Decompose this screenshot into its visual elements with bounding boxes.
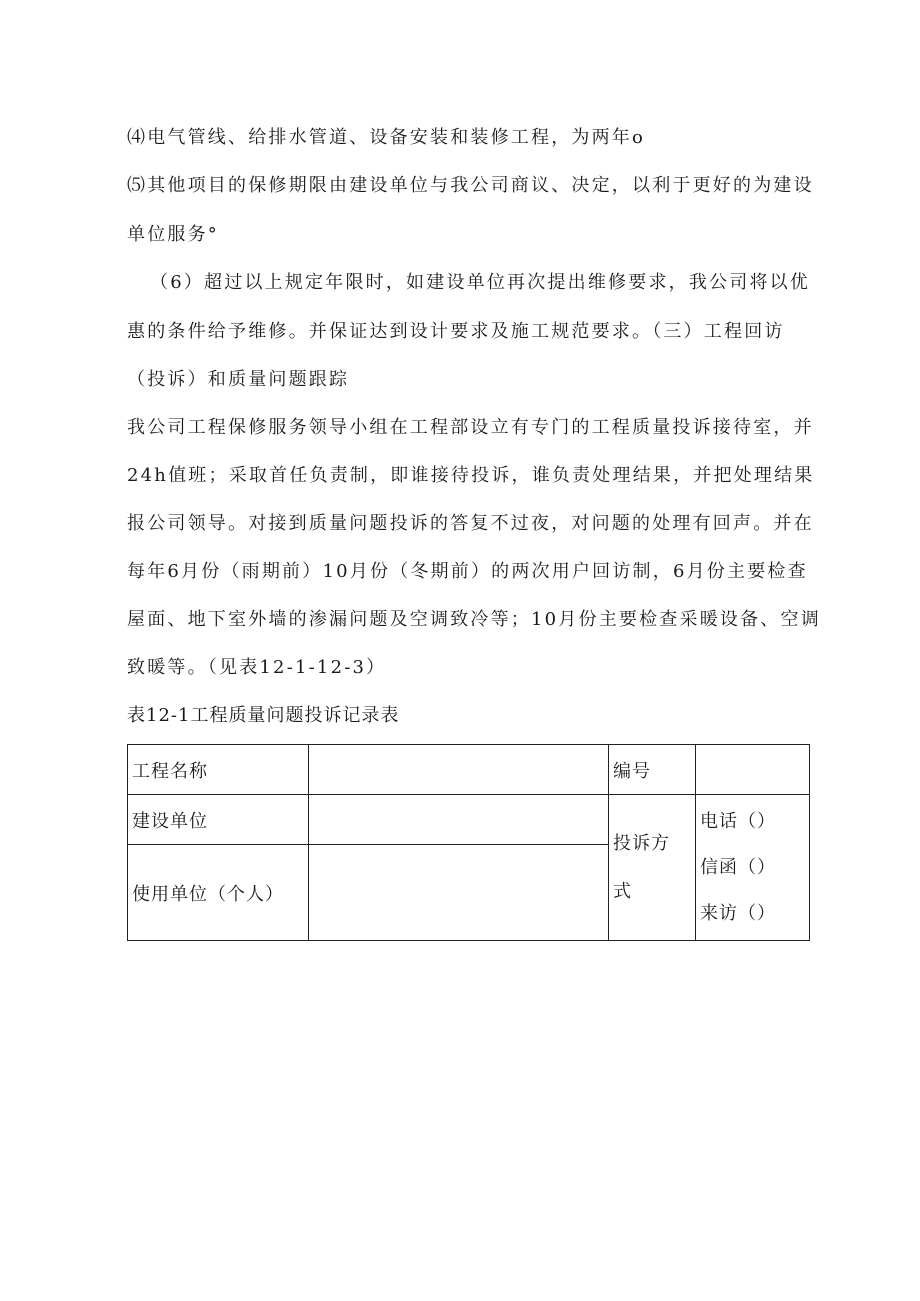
- complaint-method-label-line2: 式: [613, 880, 632, 902]
- method-phone: 电话（）: [700, 810, 776, 832]
- number-label: 编号: [609, 745, 696, 795]
- paragraph-line: 每年6月份（雨期前）10月份（冬期前）的两次用户回访制，6月份主要检查: [127, 561, 808, 582]
- project-name-label: 工程名称: [128, 745, 309, 795]
- table-caption: 表12-1工程质量问题投诉记录表: [127, 705, 400, 726]
- complaint-method-label: [609, 795, 696, 941]
- paragraph-line: 惠的条件给予维修。并保证达到设计要求及施工规范要求。（三）工程回访: [127, 321, 785, 342]
- number-value: [696, 745, 810, 795]
- paragraph-line: 单位服务°: [127, 224, 219, 245]
- method-visit: 来访（）: [700, 902, 776, 924]
- paragraph-line: 致暖等。（见表12-1-12-3）: [127, 657, 387, 678]
- complaint-record-table: [127, 744, 810, 941]
- table-row: [128, 795, 810, 845]
- builder-value: [309, 795, 609, 845]
- paragraph-line: ⑷电气管线、给排水管道、设备安装和装修工程，为两年o: [127, 127, 646, 148]
- paragraph-line: （投诉）和质量问题跟踪: [127, 369, 350, 390]
- user-value: [309, 845, 609, 941]
- method-letter: 信函（）: [700, 856, 776, 878]
- paragraph-line: ⑸其他项目的保修期限由建设单位与我公司商议、决定，以利于更好的为建设: [127, 175, 814, 196]
- paragraph-line: 屋面、地下室外墙的渗漏问题及空调致冷等；10月份主要检查采暖设备、空调: [127, 609, 821, 630]
- paragraph-line: 24h值班；采取首任负责制，即谁接待投诉，谁负责处理结果，并把处理结果: [127, 465, 815, 486]
- paragraph-line: （6）超过以上规定年限时，如建设单位再次提出维修要求，我公司将以优: [150, 272, 811, 293]
- project-name-value: [309, 745, 609, 795]
- builder-label: 建设单位: [128, 795, 309, 845]
- paragraph-line: 我公司工程保修服务领导小组在工程部设立有专门的工程质量投诉接待室，并: [127, 417, 814, 438]
- table-row: [128, 745, 810, 795]
- paragraph-line: 报公司领导。对接到质量问题投诉的答复不过夜，对问题的处理有回声。并在: [127, 513, 814, 534]
- complaint-method-options: [696, 795, 810, 941]
- complaint-method-label-line1: 投诉方: [613, 832, 670, 854]
- user-label: 使用单位（个人）: [128, 845, 309, 941]
